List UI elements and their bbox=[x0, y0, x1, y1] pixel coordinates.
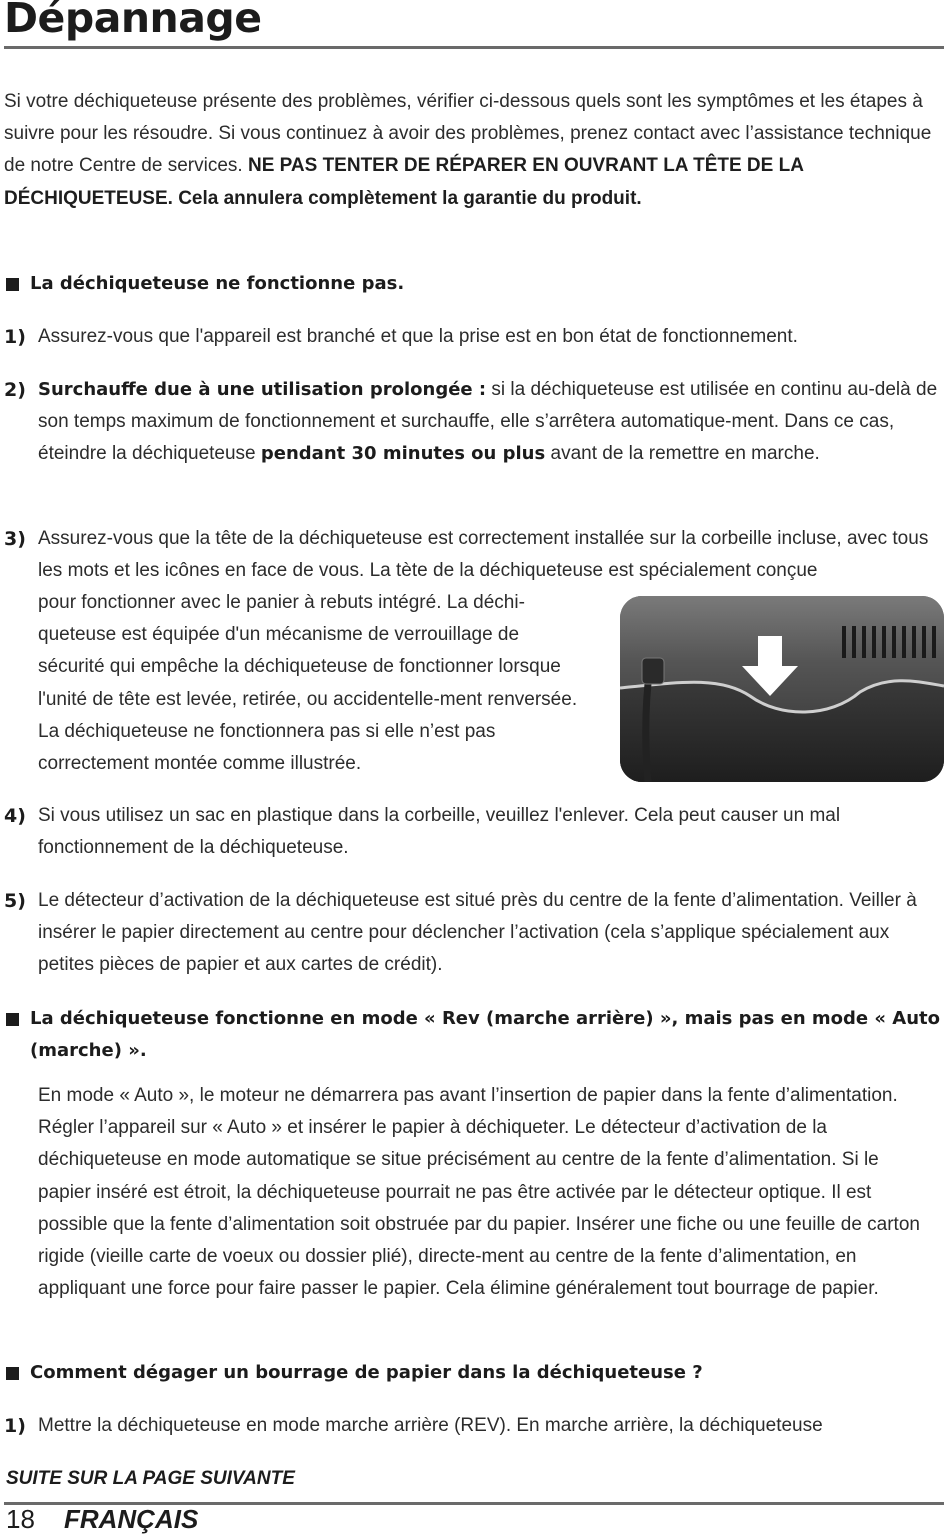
overheat-text: si la déchiqueteuse est utilisée en continu au-delà de son temps maximum de fonctionnement et surchauffe, elle s’arrêtera automatique-ment. Dans ce cas, éteindre la déchiqueteuse bbox=[38, 379, 938, 465]
overheat-label: Surchauffe due à une utilisation prolongée : bbox=[38, 379, 487, 400]
overheat-text-end: avant de la remettre en marche. bbox=[545, 443, 820, 465]
continued-note: SUITE SUR LA PAGE SUIVANTE bbox=[6, 1468, 295, 1489]
square-bullet-icon bbox=[6, 1013, 19, 1026]
section-heading-not-working bbox=[4, 268, 940, 300]
section-heading-paper-jam bbox=[4, 1357, 940, 1389]
page-title: Dépannage bbox=[4, 0, 262, 42]
item-text: Assurez-vous que l'appareil est branché et que la prise est en bon état de fonctionnement. bbox=[38, 326, 798, 347]
item-number: 3) bbox=[4, 528, 26, 550]
title-rule bbox=[4, 46, 944, 49]
item-number: 1) bbox=[4, 1415, 26, 1437]
item-text: Si vous utilisez un sac en plastique dans la corbeille, veuillez l'enlever. Cela peut causer un mal fonctionnement de la déchiqueteuse. bbox=[38, 805, 841, 859]
section-heading-rev-mode bbox=[4, 1003, 940, 1067]
section-heading-text: La déchiqueteuse fonctionne en mode « Rev (marche arrière) », mais pas en mode « Auto (marche) ». bbox=[30, 1008, 941, 1061]
section-heading-text: La déchiqueteuse ne fonctionne pas. bbox=[30, 273, 405, 294]
intro-paragraph bbox=[4, 86, 940, 215]
page-number: 18 bbox=[6, 1504, 35, 1534]
overheat-duration: pendant 30 minutes ou plus bbox=[260, 443, 546, 465]
item-number: 2) bbox=[4, 379, 26, 401]
square-bullet-icon bbox=[6, 278, 19, 291]
square-bullet-icon bbox=[6, 1367, 19, 1380]
page-language: FRANÇAIS bbox=[64, 1504, 199, 1534]
item-text: Assurez-vous que la tête de la déchiqueteuse est correctement installée sur la corbeille incluse, avec tous les mots et les icônes en face de vous. La tète de la déchiqueteuse est spécialement conçue bbox=[38, 528, 929, 582]
item-text: Le détecteur d’activation de la déchiqueteuse est situé près du centre de la fente d’alimentation. Veiller à insérer le papier directement au centre pour déclencher l’activation (cela s’applique spécialement aux petites pièces de papier et aux cartes de crédit). bbox=[38, 890, 917, 976]
rev-mode-paragraph: En mode « Auto », le moteur ne démarrera pas avant l’insertion de papier dans la fente d’alimentation. Régler l’appareil sur « Auto » et insérer le papier à déchiqueter. Le détecteur d’activation de la déchiqueteuse en mode automatique se situe précisément au centre de la fente d’alimentation. Si le papier inséré est étroit, la déchiqueteuse pourrait ne pas être activée par le détecteur optique. Il est possible que la fente d’alimentation soit obstruée par du papier. Insérer une fiche ou une feuille de carton rigide (vieille carte de voeux ou dossier plié), directe-ment au centre de la fente d’alimentation, en appliquant une force pour faire passer le papier. Cela élimine généralement tout bourrage de papier. bbox=[38, 1085, 920, 1300]
item-number: 5) bbox=[4, 890, 26, 912]
item-number: 4) bbox=[4, 805, 26, 827]
shredder-illustration-svg bbox=[620, 596, 944, 782]
item-text bbox=[38, 374, 940, 471]
section-heading-text: Comment dégager un bourrage de papier dans la déchiqueteuse ? bbox=[30, 1362, 703, 1383]
shredder-head-illustration bbox=[620, 596, 944, 782]
intro-text: Si votre déchiqueteuse présente des problèmes, vérifier ci-dessous quels sont les symptômes et les étapes à suivre pour les résoudre. Si vous continuez à avoir des problèmes, prenez contact avec l’assistance technique de notre Centre de services. bbox=[4, 91, 932, 177]
item-number: 1) bbox=[4, 326, 26, 348]
intro-warning: NE PAS TENTER DE RÉPARER EN OUVRANT LA TÊTE DE LA DÉCHIQUETEUSE. Cela annulera complètement la garantie du produit. bbox=[4, 155, 804, 209]
item-text: Mettre la déchiqueteuse en mode marche arrière (REV). En marche arrière, la déchiqueteuse bbox=[38, 1415, 823, 1436]
item-text-wrapped: pour fonctionner avec le panier à rebuts intégré. La déchi-queteuse est équipée d'un mécanisme de verrouillage de sécurité qui empêche la déchiqueteuse de fonctionner lorsque l'unité de tête est levée, retirée, ou accidentelle-ment renversée. La déchiqueteuse ne fonctionnera pas si elle n’est pas correctement montée comme illustrée. bbox=[38, 592, 578, 775]
